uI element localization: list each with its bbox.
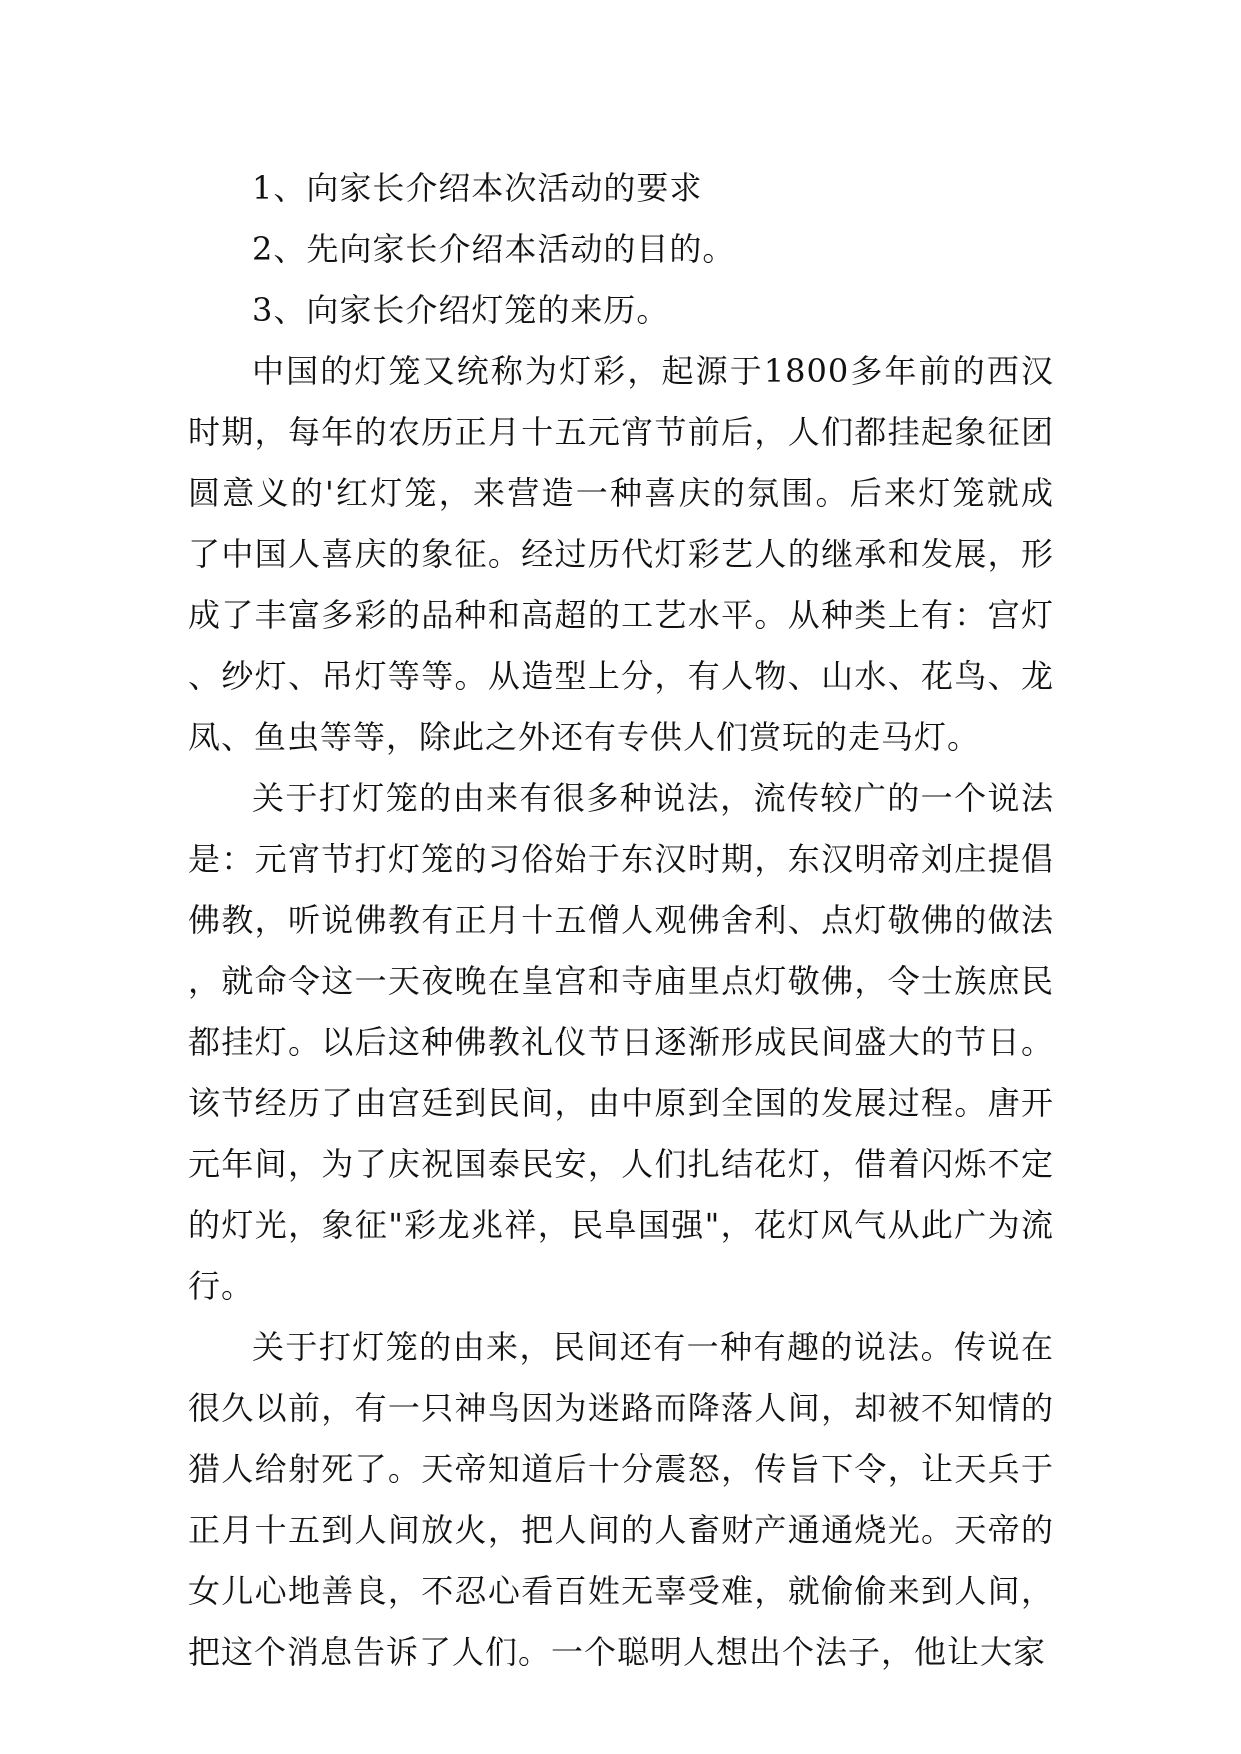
list-item: 2、先向家长介绍本活动的目的。 <box>252 230 736 268</box>
paragraph-lantern-custom: 关于打灯笼的由来有很多种说法，流传较广的一个说法是：元宵节打灯笼的习俗始于东汉时期，东汉明帝刘庄提倡佛教，听说佛教有正月十五僧人观佛舍利、点灯敬佛的做法，就命令这一天夜晚在皇宫和寺庙里点灯敬佛，令士族庶民都挂灯。以后这种佛教礼仪节日逐渐形成民间盛大的节日。该节经历了由宫廷到民间，由中原到全国的发展过程。唐开元年间，为了庆祝国泰民安，人们扎结花灯，借着闪烁不定的灯光，象征"彩龙兆祥，民阜国强"，花灯风气从此广为流行。 <box>188 779 1054 1305</box>
list-item: 1、向家长介绍本次活动的要求 <box>252 169 703 207</box>
document-body <box>188 158 1054 1683</box>
list-item: 3、向家长介绍灯笼的来历。 <box>252 291 670 329</box>
paragraph-lantern-legend: 关于打灯笼的由来，民间还有一种有趣的说法。传说在很久以前，有一只神鸟因为迷路而降落人间，却被不知情的猎人给射死了。天帝知道后十分震怒，传旨下令，让天兵于正月十五到人间放火，把人间的人畜财产通通烧光。天帝的女儿心地善良，不忍心看百姓无辜受难，就偷偷来到人间，把这个消息告诉了人们。一个聪明人想出个法子，他让大家 <box>188 1328 1054 1671</box>
paragraph-lantern-origin: 中国的灯笼又统称为灯彩，起源于1800多年前的西汉时期，每年的农历正月十五元宵节前后，人们都挂起象征团圆意义的'红灯笼，来营造一种喜庆的氛围。后来灯笼就成了中国人喜庆的象征。经过历代灯彩艺人的继承和发展，形成了丰富多彩的品种和高超的工艺水平。从种类上有：宫灯、纱灯、吊灯等等。从造型上分，有人物、山水、花鸟、龙凤、鱼虫等等，除此之外还有专供人们赏玩的走马灯。 <box>188 352 1054 756</box>
